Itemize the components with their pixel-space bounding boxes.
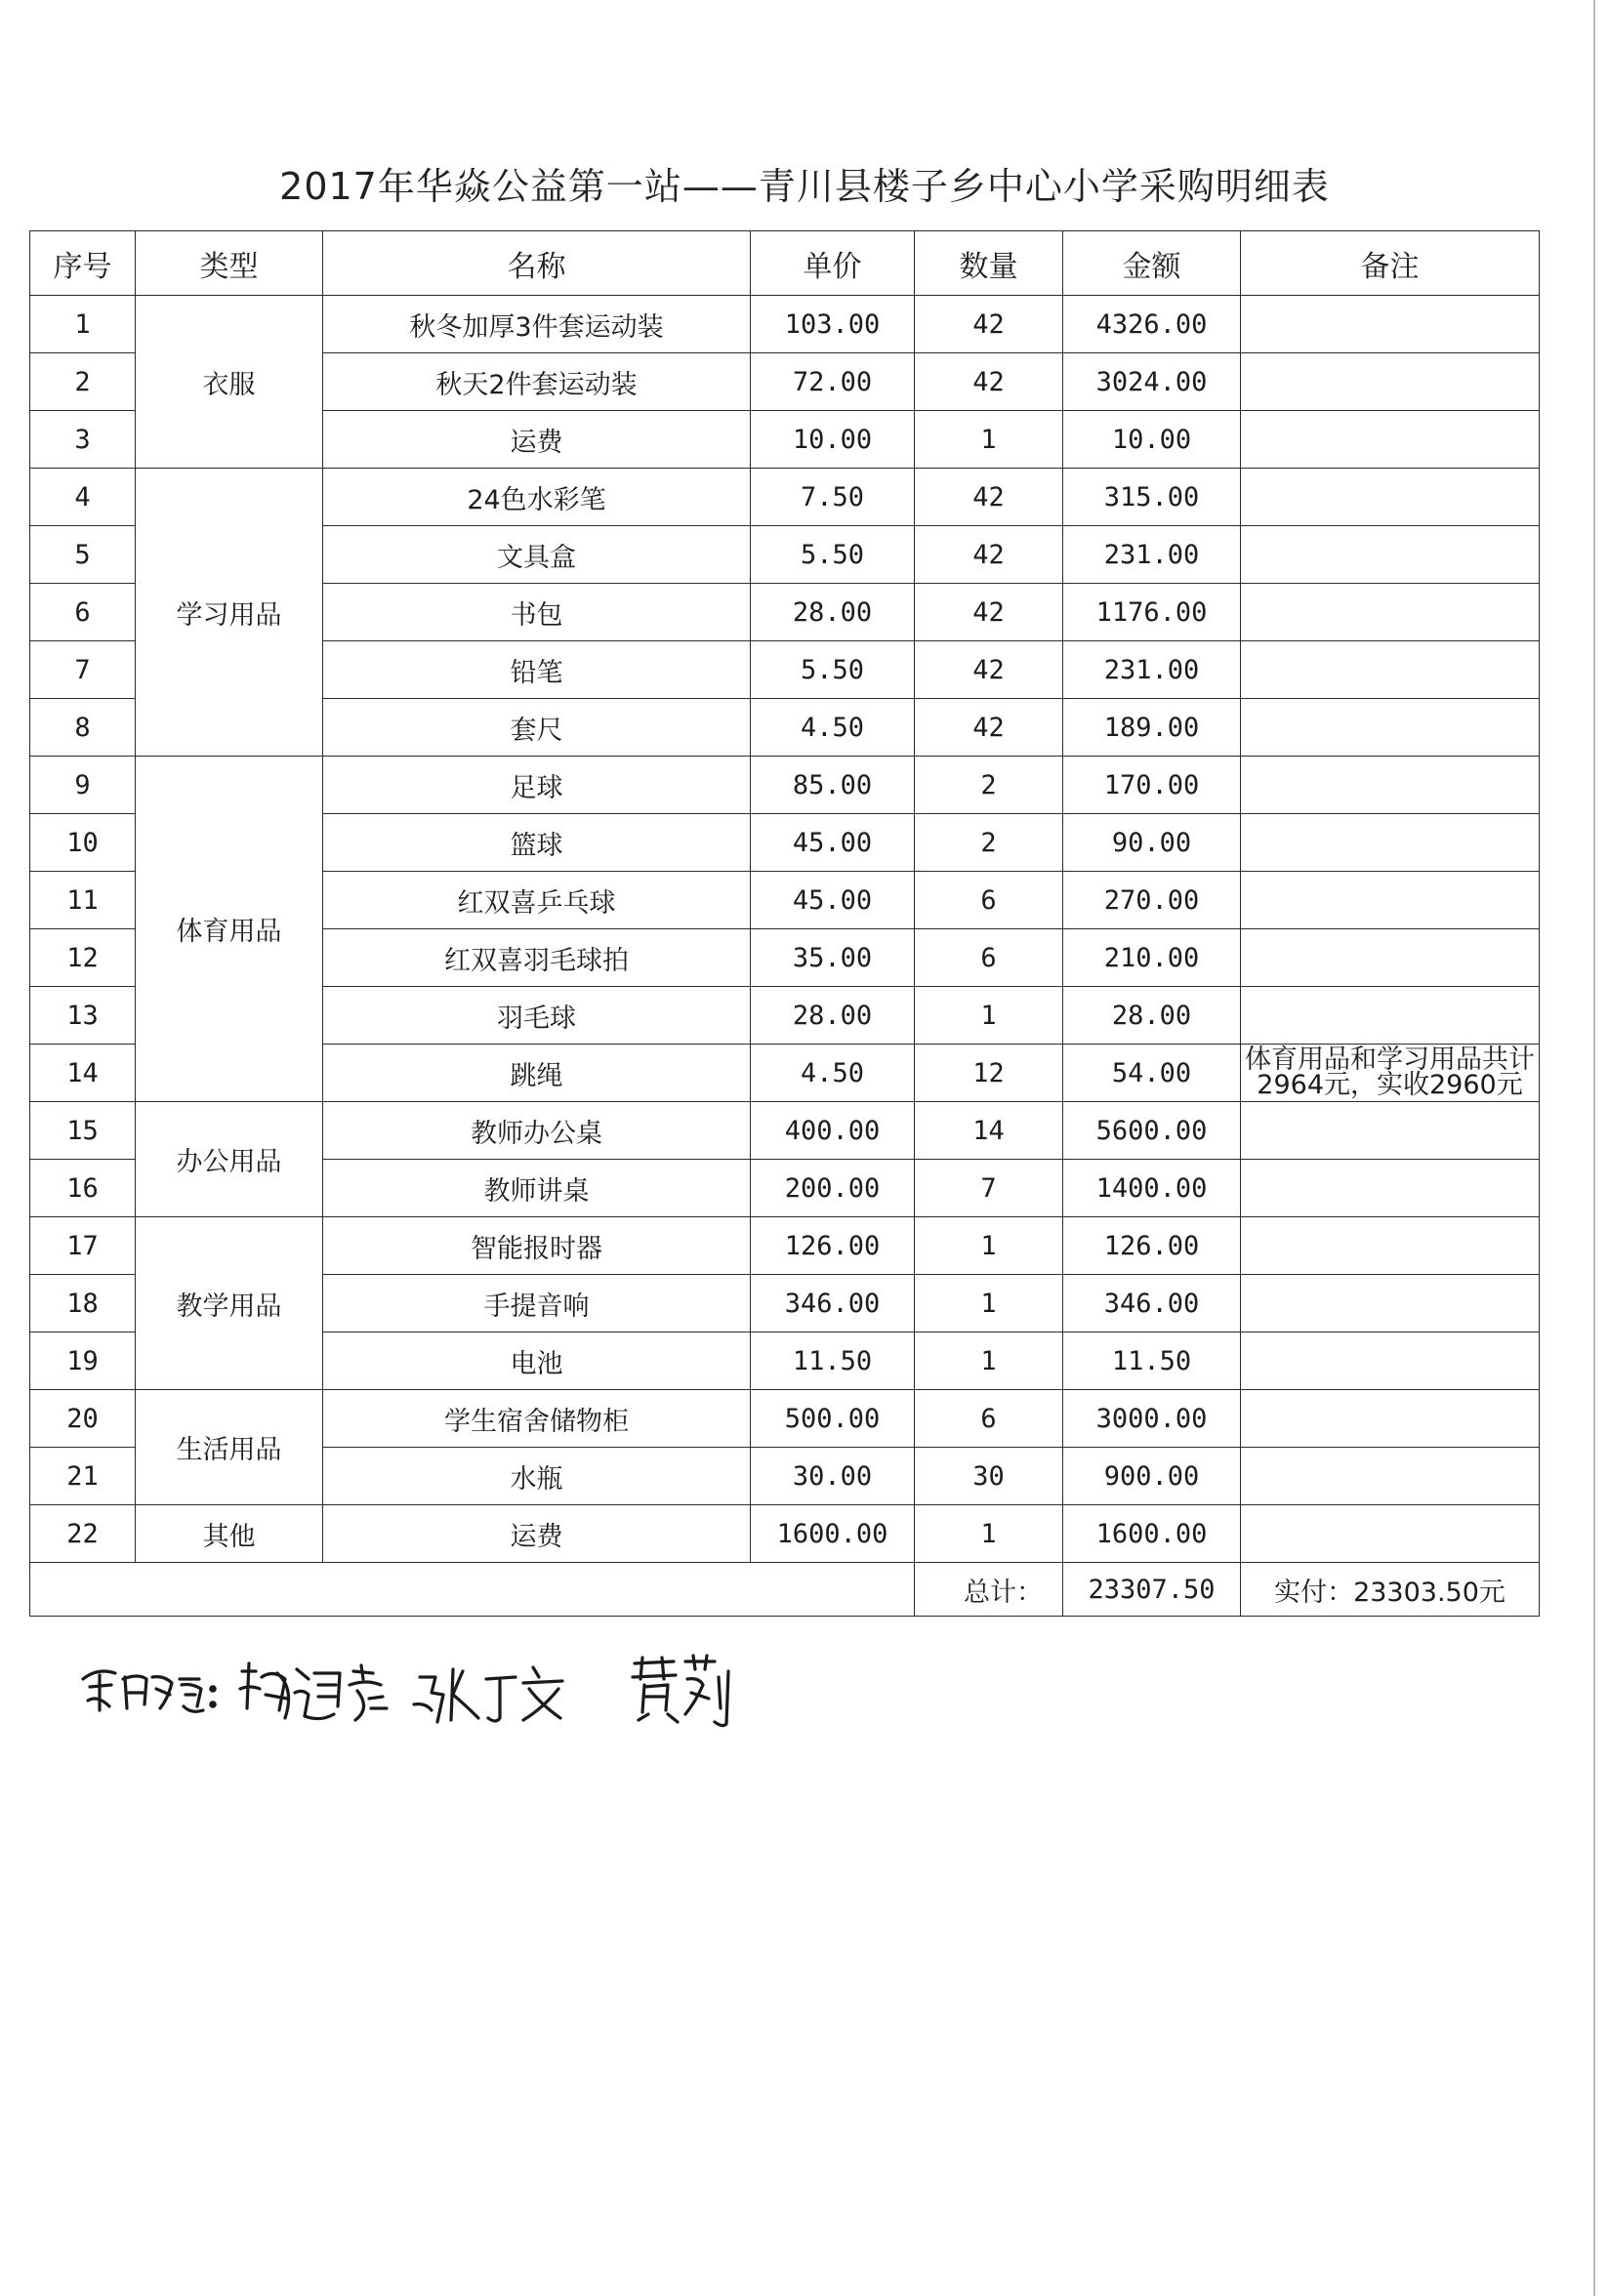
amount-cell: 3024.00 bbox=[1063, 353, 1241, 411]
seq-cell: 18 bbox=[30, 1275, 136, 1332]
qty-cell: 1 bbox=[915, 1505, 1063, 1563]
amount-cell: 28.00 bbox=[1063, 987, 1241, 1045]
qty-cell: 6 bbox=[915, 872, 1063, 929]
price-cell: 4.50 bbox=[751, 1045, 915, 1102]
name-cell: 秋冬加厚3件套运动装 bbox=[323, 296, 751, 353]
name-cell: 铅笔 bbox=[323, 641, 751, 699]
header-type: 类型 bbox=[136, 231, 323, 296]
qty-cell: 2 bbox=[915, 814, 1063, 872]
total-paid: 实付：23303.50元 bbox=[1241, 1563, 1540, 1617]
name-cell: 篮球 bbox=[323, 814, 751, 872]
note-cell bbox=[1241, 1275, 1540, 1332]
header-name: 名称 bbox=[323, 231, 751, 296]
amount-cell: 1600.00 bbox=[1063, 1505, 1241, 1563]
name-cell: 24色水彩笔 bbox=[323, 469, 751, 526]
price-cell: 500.00 bbox=[751, 1390, 915, 1448]
total-blank-cell bbox=[30, 1563, 915, 1617]
price-cell: 28.00 bbox=[751, 584, 915, 641]
note-cell bbox=[1241, 1505, 1540, 1563]
qty-cell: 1 bbox=[915, 411, 1063, 469]
total-amount: 23307.50 bbox=[1063, 1563, 1241, 1617]
note-cell bbox=[1241, 814, 1540, 872]
name-cell: 足球 bbox=[323, 757, 751, 814]
scan-edge bbox=[1593, 0, 1595, 2296]
amount-cell: 270.00 bbox=[1063, 872, 1241, 929]
note-cell bbox=[1241, 1160, 1540, 1217]
price-cell: 28.00 bbox=[751, 987, 915, 1045]
category-cell: 衣服 bbox=[136, 296, 323, 469]
qty-cell: 42 bbox=[915, 699, 1063, 757]
category-cell: 学习用品 bbox=[136, 469, 323, 757]
note-cell bbox=[1241, 469, 1540, 526]
seq-cell: 8 bbox=[30, 699, 136, 757]
purchase-table bbox=[29, 230, 1540, 1617]
name-cell: 书包 bbox=[323, 584, 751, 641]
category-cell: 教学用品 bbox=[136, 1217, 323, 1390]
name-cell: 秋天2件套运动装 bbox=[323, 353, 751, 411]
qty-cell: 6 bbox=[915, 1390, 1063, 1448]
total-row bbox=[30, 1563, 1540, 1617]
table-body bbox=[30, 296, 1540, 1563]
qty-cell: 42 bbox=[915, 353, 1063, 411]
seq-cell: 13 bbox=[30, 987, 136, 1045]
price-cell: 126.00 bbox=[751, 1217, 915, 1275]
note-cell: 体育用品和学习用品共计2964元，实收2960元 bbox=[1241, 1045, 1540, 1102]
header-amount: 金额 bbox=[1063, 231, 1241, 296]
amount-cell: 346.00 bbox=[1063, 1275, 1241, 1332]
note-cell bbox=[1241, 757, 1540, 814]
price-cell: 85.00 bbox=[751, 757, 915, 814]
price-cell: 72.00 bbox=[751, 353, 915, 411]
amount-cell: 3000.00 bbox=[1063, 1390, 1241, 1448]
qty-cell: 1 bbox=[915, 1275, 1063, 1332]
note-cell bbox=[1241, 296, 1540, 353]
price-cell: 5.50 bbox=[751, 641, 915, 699]
table-row bbox=[30, 469, 1540, 526]
seq-cell: 12 bbox=[30, 929, 136, 987]
name-cell: 红双喜羽毛球拍 bbox=[323, 929, 751, 987]
amount-cell: 5600.00 bbox=[1063, 1102, 1241, 1160]
amount-cell: 1400.00 bbox=[1063, 1160, 1241, 1217]
name-cell: 文具盒 bbox=[323, 526, 751, 584]
name-cell: 水瓶 bbox=[323, 1448, 751, 1505]
name-cell: 学生宿舍储物柜 bbox=[323, 1390, 751, 1448]
amount-cell: 189.00 bbox=[1063, 699, 1241, 757]
seq-cell: 5 bbox=[30, 526, 136, 584]
note-cell bbox=[1241, 411, 1540, 469]
qty-cell: 7 bbox=[915, 1160, 1063, 1217]
category-cell: 其他 bbox=[136, 1505, 323, 1563]
seq-cell: 16 bbox=[30, 1160, 136, 1217]
name-cell: 智能报时器 bbox=[323, 1217, 751, 1275]
seq-cell: 22 bbox=[30, 1505, 136, 1563]
price-cell: 1600.00 bbox=[751, 1505, 915, 1563]
name-cell: 手提音响 bbox=[323, 1275, 751, 1332]
seq-cell: 3 bbox=[30, 411, 136, 469]
amount-cell: 1176.00 bbox=[1063, 584, 1241, 641]
qty-cell: 30 bbox=[915, 1448, 1063, 1505]
signature-image bbox=[78, 1650, 762, 1738]
price-cell: 35.00 bbox=[751, 929, 915, 987]
signature-handwritten bbox=[78, 1650, 762, 1738]
seq-cell: 7 bbox=[30, 641, 136, 699]
seq-cell: 20 bbox=[30, 1390, 136, 1448]
qty-cell: 2 bbox=[915, 757, 1063, 814]
note-cell bbox=[1241, 584, 1540, 641]
note-cell bbox=[1241, 929, 1540, 987]
price-cell: 10.00 bbox=[751, 411, 915, 469]
seq-cell: 4 bbox=[30, 469, 136, 526]
price-cell: 400.00 bbox=[751, 1102, 915, 1160]
seq-cell: 2 bbox=[30, 353, 136, 411]
name-cell: 运费 bbox=[323, 411, 751, 469]
seq-cell: 17 bbox=[30, 1217, 136, 1275]
note-cell bbox=[1241, 526, 1540, 584]
amount-cell: 231.00 bbox=[1063, 526, 1241, 584]
price-cell: 5.50 bbox=[751, 526, 915, 584]
amount-cell: 210.00 bbox=[1063, 929, 1241, 987]
price-cell: 7.50 bbox=[751, 469, 915, 526]
note-cell bbox=[1241, 699, 1540, 757]
total-label: 总计： bbox=[915, 1563, 1063, 1617]
name-cell: 套尺 bbox=[323, 699, 751, 757]
category-cell: 办公用品 bbox=[136, 1102, 323, 1217]
seq-cell: 15 bbox=[30, 1102, 136, 1160]
table-row bbox=[30, 757, 1540, 814]
seq-cell: 11 bbox=[30, 872, 136, 929]
table-row bbox=[30, 1217, 1540, 1275]
amount-cell: 4326.00 bbox=[1063, 296, 1241, 353]
header-row bbox=[30, 231, 1540, 296]
qty-cell: 1 bbox=[915, 987, 1063, 1045]
header-price: 单价 bbox=[751, 231, 915, 296]
qty-cell: 6 bbox=[915, 929, 1063, 987]
note-cell bbox=[1241, 1102, 1540, 1160]
price-cell: 30.00 bbox=[751, 1448, 915, 1505]
seq-cell: 1 bbox=[30, 296, 136, 353]
category-cell: 生活用品 bbox=[136, 1390, 323, 1505]
amount-cell: 11.50 bbox=[1063, 1332, 1241, 1390]
seq-cell: 6 bbox=[30, 584, 136, 641]
name-cell: 电池 bbox=[323, 1332, 751, 1390]
note-cell bbox=[1241, 1332, 1540, 1390]
header-seq: 序号 bbox=[30, 231, 136, 296]
header-note: 备注 bbox=[1241, 231, 1540, 296]
price-cell: 4.50 bbox=[751, 699, 915, 757]
note-cell bbox=[1241, 641, 1540, 699]
note-cell bbox=[1241, 872, 1540, 929]
price-cell: 11.50 bbox=[751, 1332, 915, 1390]
page-title: 2017年华焱公益第一站——青川县楼子乡中心小学采购明细表 bbox=[279, 165, 1330, 208]
note-cell bbox=[1241, 353, 1540, 411]
name-cell: 羽毛球 bbox=[323, 987, 751, 1045]
name-cell: 运费 bbox=[323, 1505, 751, 1563]
name-cell: 红双喜乒乓球 bbox=[323, 872, 751, 929]
qty-cell: 12 bbox=[915, 1045, 1063, 1102]
qty-cell: 42 bbox=[915, 584, 1063, 641]
note-cell bbox=[1241, 1448, 1540, 1505]
qty-cell: 14 bbox=[915, 1102, 1063, 1160]
amount-cell: 315.00 bbox=[1063, 469, 1241, 526]
table-row bbox=[30, 1505, 1540, 1563]
table-row bbox=[30, 1390, 1540, 1448]
note-cell bbox=[1241, 987, 1540, 1045]
qty-cell: 42 bbox=[915, 296, 1063, 353]
seq-cell: 19 bbox=[30, 1332, 136, 1390]
amount-cell: 900.00 bbox=[1063, 1448, 1241, 1505]
name-cell: 教师办公桌 bbox=[323, 1102, 751, 1160]
amount-cell: 10.00 bbox=[1063, 411, 1241, 469]
qty-cell: 42 bbox=[915, 469, 1063, 526]
price-cell: 45.00 bbox=[751, 814, 915, 872]
amount-cell: 126.00 bbox=[1063, 1217, 1241, 1275]
seq-cell: 21 bbox=[30, 1448, 136, 1505]
amount-cell: 170.00 bbox=[1063, 757, 1241, 814]
note-cell bbox=[1241, 1217, 1540, 1275]
category-cell: 体育用品 bbox=[136, 757, 323, 1102]
seq-cell: 10 bbox=[30, 814, 136, 872]
table-row bbox=[30, 296, 1540, 353]
qty-cell: 42 bbox=[915, 526, 1063, 584]
note-cell bbox=[1241, 1390, 1540, 1448]
amount-cell: 54.00 bbox=[1063, 1045, 1241, 1102]
amount-cell: 90.00 bbox=[1063, 814, 1241, 872]
amount-cell: 231.00 bbox=[1063, 641, 1241, 699]
name-cell: 跳绳 bbox=[323, 1045, 751, 1102]
price-cell: 200.00 bbox=[751, 1160, 915, 1217]
qty-cell: 1 bbox=[915, 1217, 1063, 1275]
seq-cell: 9 bbox=[30, 757, 136, 814]
table-row bbox=[30, 1102, 1540, 1160]
price-cell: 103.00 bbox=[751, 296, 915, 353]
qty-cell: 42 bbox=[915, 641, 1063, 699]
header-qty: 数量 bbox=[915, 231, 1063, 296]
name-cell: 教师讲桌 bbox=[323, 1160, 751, 1217]
price-cell: 45.00 bbox=[751, 872, 915, 929]
qty-cell: 1 bbox=[915, 1332, 1063, 1390]
price-cell: 346.00 bbox=[751, 1275, 915, 1332]
seq-cell: 14 bbox=[30, 1045, 136, 1102]
